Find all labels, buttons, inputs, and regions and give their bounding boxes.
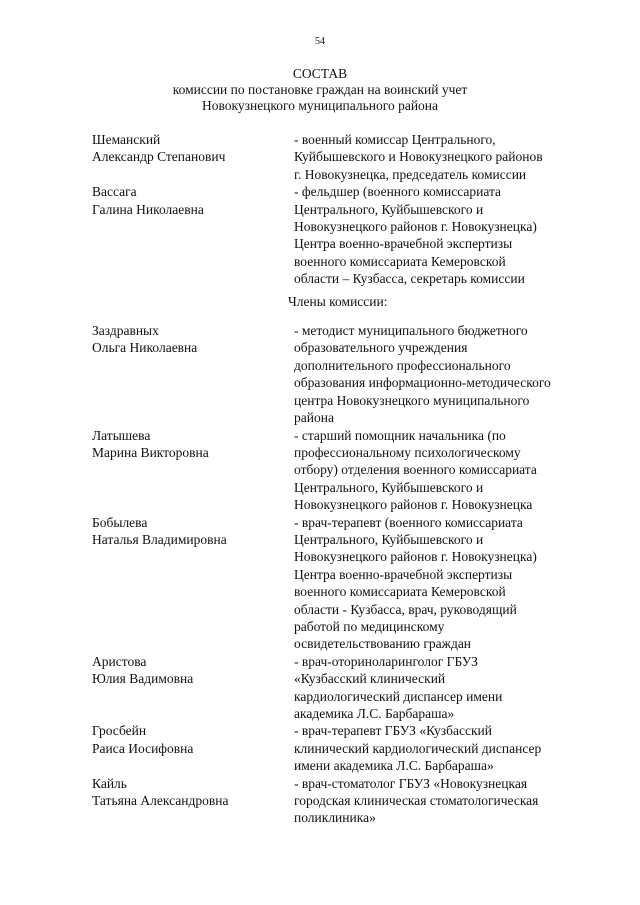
role-line: клинический кардиологический диспансер (294, 740, 542, 756)
commission-entry (92, 653, 612, 723)
role-line: «Кузбасский клинический (294, 671, 446, 687)
person-role (294, 131, 594, 183)
role-line: имени академика Л.С. Барбараша» (294, 758, 494, 774)
person-name (92, 183, 294, 287)
members-heading: Члены комиссии: (288, 293, 388, 309)
name-line: Юлия Вадимовна (92, 671, 194, 687)
role-line: городская клиническая стоматологическая (294, 793, 539, 809)
name-line: Раиса Иосифовна (92, 740, 194, 756)
name-line: Татьяна Александровна (92, 793, 229, 809)
role-line: Центрального, Куйбышевского и (294, 531, 484, 547)
name-line: Гросбейн (92, 723, 147, 739)
role-line: Новокузнецкого районов г. Новокузнецка (294, 497, 533, 513)
commission-entry (92, 514, 612, 653)
person-role (294, 322, 594, 426)
role-line: области – Кузбасса, секретарь комиссии (294, 271, 525, 287)
name-line: Латышева (92, 427, 151, 443)
leadership-list (92, 131, 612, 288)
role-line: - фельдшер (военного комиссариата (294, 184, 502, 200)
role-line: поликлиника» (294, 810, 376, 826)
role-line: Куйбышевского и Новокузнецкого районов (294, 149, 543, 165)
role-line: кардиологический диспансер имени (294, 688, 503, 704)
document-title (0, 66, 640, 114)
title-line-3: Новокузнецкого муниципального района (201, 98, 439, 113)
person-role (294, 722, 594, 774)
title-line-2: комиссии по постановке граждан на воинский учет (172, 82, 468, 97)
role-line: Центрального, Куйбышевского и (294, 479, 484, 495)
commission-entry (92, 322, 612, 426)
role-line: Новокузнецкого районов г. Новокузнецка) (294, 219, 537, 235)
role-line: военного комиссариата Кемеровской (294, 584, 506, 600)
role-line: области - Кузбасса, врач, руководящий (294, 601, 517, 617)
role-line: - старший помощник начальника (по (294, 427, 506, 443)
role-line: - врач-терапевт (военного комиссариата (294, 514, 523, 530)
commission-entry (92, 722, 612, 774)
role-line: военного комиссариата Кемеровской (294, 253, 506, 269)
role-line: - военный комиссар Центрального, (294, 132, 496, 147)
person-role (294, 183, 594, 287)
members-list (92, 322, 612, 827)
commission-entry (92, 427, 612, 514)
person-name (92, 514, 294, 653)
commission-entry (92, 183, 612, 287)
role-line: образования информационно-методического (294, 375, 551, 391)
commission-entry (92, 131, 612, 183)
person-name (92, 775, 294, 827)
role-line: - врач-терапевт ГБУЗ «Кузбасский (294, 723, 492, 739)
role-line: г. Новокузнецка, председатель комиссии (294, 166, 527, 182)
name-line: Заздравных (92, 323, 159, 339)
role-line: отбору) отделения военного комиссариата (294, 462, 537, 478)
title-line-1: СОСТАВ (292, 66, 348, 81)
person-name (92, 722, 294, 774)
role-line: профессиональному психологическому (294, 444, 521, 460)
role-line: академика Л.С. Барбараша» (294, 706, 455, 721)
role-line: центра Новокузнецкого муниципального (294, 392, 530, 408)
person-name (92, 427, 294, 514)
person-name (92, 131, 294, 183)
person-role (294, 653, 594, 723)
role-line: работой по медицинскому (294, 618, 445, 634)
role-line: Центрального, Куйбышевского и (294, 201, 484, 217)
name-line: Вассага (92, 184, 137, 200)
role-line: образовательного учреждения (294, 340, 468, 356)
person-role (294, 427, 594, 514)
commission-list (92, 131, 612, 827)
name-line: Шеманский (92, 132, 161, 147)
role-line: - врач-стоматолог ГБУЗ «Новокузнецкая (294, 775, 528, 791)
name-line: Галина Николаевна (92, 201, 204, 217)
role-line: района (294, 410, 334, 426)
role-line: - врач-оториноларинголог ГБУЗ (294, 653, 478, 669)
role-line: освидетельствованию граждан (294, 636, 472, 652)
page-number: 54 (315, 36, 325, 47)
role-line: Центра военно-врачебной экспертизы (294, 566, 513, 582)
name-line: Марина Викторовна (92, 444, 209, 460)
role-line: - методист муниципального бюджетного (294, 323, 528, 339)
name-line: Кайль (92, 775, 127, 791)
person-role (294, 775, 594, 827)
role-line: Новокузнецкого районов г. Новокузнецка) (294, 549, 537, 565)
name-line: Аристова (92, 653, 147, 669)
person-name (92, 322, 294, 426)
commission-entry (92, 775, 612, 827)
name-line: Наталья Владимировна (92, 531, 227, 547)
person-name (92, 653, 294, 723)
role-line: Центра военно-врачебной экспертизы (294, 236, 513, 252)
person-role (294, 514, 594, 653)
name-line: Ольга Николаевна (92, 340, 198, 356)
role-line: дополнительного профессионального (294, 357, 511, 373)
name-line: Бобылева (92, 514, 148, 530)
name-line: Александр Степанович (92, 149, 226, 165)
